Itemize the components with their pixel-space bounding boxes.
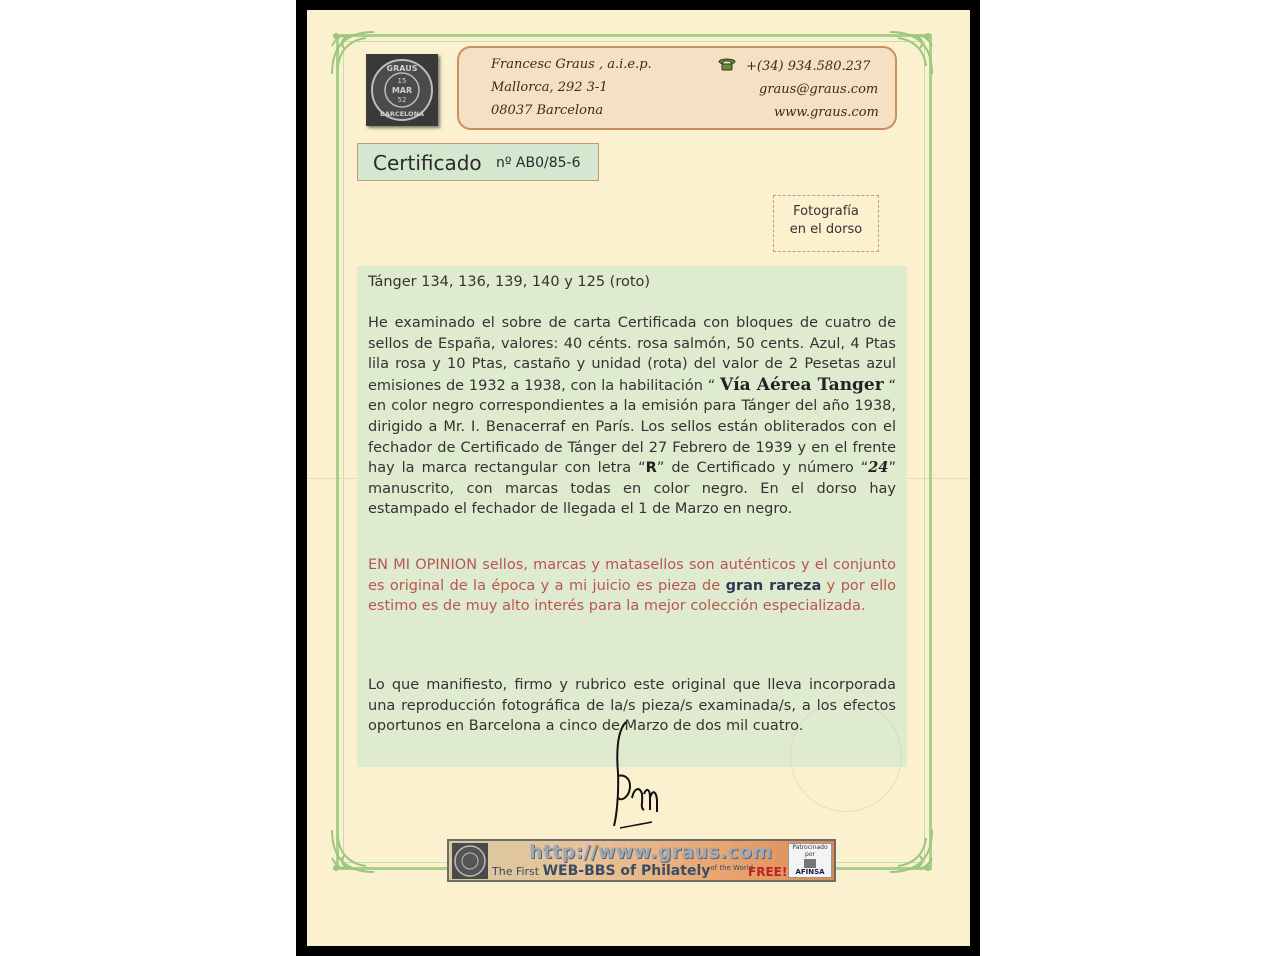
banner-bbs: WEB-BBS of Philately	[542, 863, 711, 879]
seal-bottom-text: BARCELONA	[379, 110, 425, 118]
graus-postmark-logo	[366, 54, 438, 126]
header-city: 08037 Barcelona	[491, 103, 604, 118]
manuscript-number: 24	[868, 459, 889, 477]
header-email: graus@graus.com	[759, 82, 879, 97]
banner-postmark-icon	[452, 843, 488, 879]
seal-top-text: GRAUS	[386, 64, 418, 73]
banner-prefix: The First	[492, 865, 543, 878]
header-name: Francesc Graus , a.i.e.p.	[491, 57, 652, 72]
sponsor-line2: por	[805, 851, 815, 858]
examination-text-a: He examinado el sobre de carta Certificada con bloques de cuatro de sellos de España, valores: 40 cénts. rosa salmón, 50 cents. Azul, 4 Ptas lila rosa y 10 Ptas, castaño y unidad (rota) del valor de 2 Pesetas azul emisiones de 1932 a 1938, con la habilitación “	[368, 315, 896, 394]
stamp-reference: Tánger 134, 136, 139, 140 y 125 (roto)	[368, 274, 651, 290]
registration-letter: R	[645, 460, 657, 477]
seal-day: 15	[397, 77, 407, 85]
banner-tagline	[492, 863, 753, 879]
sponsor-line1: Patrocinado	[792, 844, 828, 851]
photo-note-line1: Fotografía	[793, 204, 859, 219]
banner-free: FREE!	[748, 865, 788, 879]
header-street: Mallorca, 292 3-1	[491, 80, 608, 95]
embossed-seal-mark	[790, 700, 902, 812]
opinion-text-a: EN MI OPINION sellos, marcas y matasellos son auténticos y el conjunto es original de la época y a mi juicio es pieza de	[368, 557, 896, 594]
header-phone: +(34) 934.580.237	[746, 59, 871, 74]
banner-url[interactable]: http://www.graus.com	[529, 841, 773, 863]
photo-on-back-note	[773, 195, 879, 252]
photo-note-line2: en el dorso	[789, 222, 863, 237]
examination-text-c: ” de Certificado y número “	[656, 460, 869, 477]
corner-ornament-bottom-right-icon	[884, 824, 938, 878]
opinion-paragraph	[368, 555, 896, 617]
seal-month: MAR	[391, 86, 413, 95]
examination-text-b: “ en color negro correspondientes a la emisión para Tánger del año 1938, dirigido a Mr. I. Benacerraf en París. Los sellos están obliterados con el fechador de Certificado de Tánger del 27 Febrero de 1939 y en el frente hay la marca rectangular con letra “	[368, 377, 897, 477]
great-rarity-text: gran rareza	[725, 577, 822, 594]
overprint-text: Vía Aérea Tanger	[720, 374, 884, 395]
seal-year: 52	[397, 96, 407, 104]
handwritten-signature	[600, 718, 680, 833]
certificate-title-box	[357, 143, 599, 181]
closing-paragraph: Lo que manifiesto, firmo y rubrico este original que lleva incorporada una reproducción fotográfica de la/s pieza/s examinada/s, a los efectos oportunos en Barcelona a cinco de Marzo de dos mil cuatro.	[368, 677, 896, 735]
telephone-icon	[717, 56, 737, 72]
examination-paragraph	[368, 313, 896, 520]
header-website: www.graus.com	[774, 105, 879, 120]
graus-web-banner[interactable]	[447, 839, 836, 882]
banner-world: of the World	[710, 864, 754, 872]
corner-ornament-bottom-left-icon	[326, 824, 380, 878]
examination-text-d: ” manuscrito, con marcas todas en color negro. En el dorso hay estampado el fechador de llegada el 1 de Marzo en negro.	[368, 460, 896, 518]
certificate-title: Certificado	[373, 151, 482, 175]
sponsor-logo-icon	[804, 859, 816, 868]
opinion-text-b: y por ello estimo es de muy alto interés para la mejor colección especializada.	[368, 577, 896, 615]
sponsor-name: AFINSA	[795, 868, 825, 876]
sponsor-badge	[788, 843, 832, 878]
certificate-number: nº AB0/85-6	[496, 155, 581, 171]
